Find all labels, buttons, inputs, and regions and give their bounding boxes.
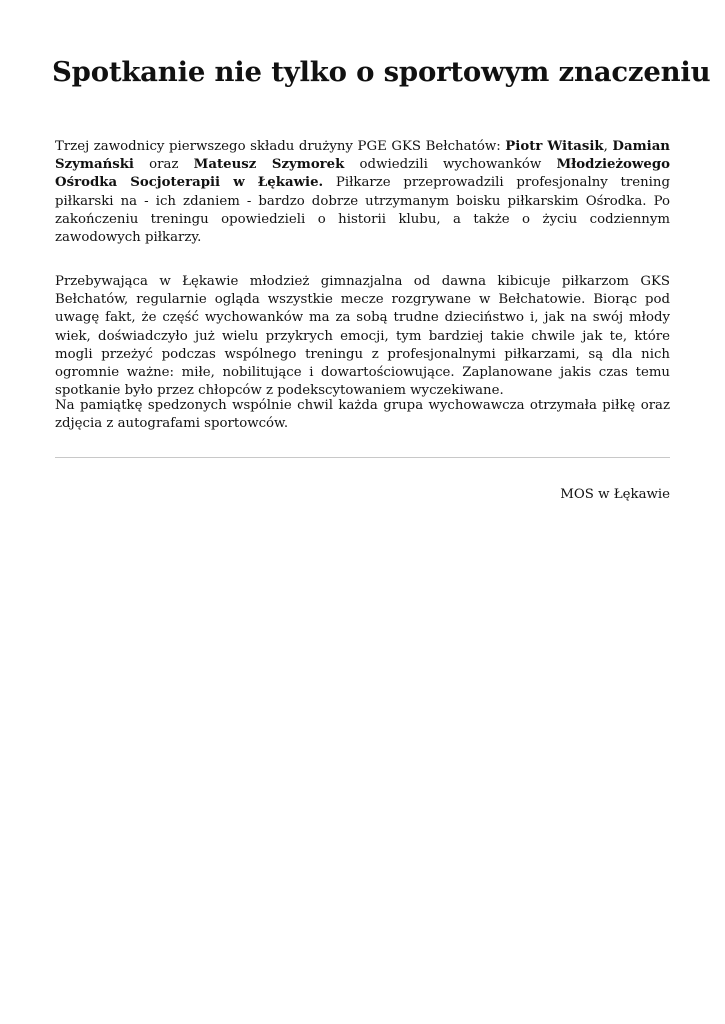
paragraph-1-text-3: oraz [133, 157, 194, 173]
horizontal-divider [55, 457, 670, 458]
article-paragraph-2: Przebywająca w Łękawie młodzież gimnazjalna od dawna kibicuje piłkarzom GKS Bełchatów, regularnie ogląda wszystkie mecze rozgrywane w Bełchatowie. Biorąc pod uwagę fakt, że część wychowanków ma za sobą trudne dzieciństwo i, jak na swój młody wiek, doświadczyło już wielu przykrych emocji, tym bardziej takie chwile jak te, które mogli przeżyć podczas wspólnego treningu z profesjonalnymi piłkarzami, są dla nich ogromnie ważne: miłe, nobilitujące i dowartościowujące. Zaplanowane jakis czas temu spotkanie było przez chłopców z podekscytowaniem wyczekiwane. [55, 274, 670, 399]
player-name-mateusz-szymorek: Mateusz Szymorek [193, 157, 345, 173]
paragraph-1-text-1: Trzej zawodnicy pierwszego składu drużyny PGE GKS Bełchatów: [55, 139, 506, 154]
player-name-damian-szymanski: Damian Szymański [55, 139, 670, 173]
author-signature: MOS w Łękawie [560, 487, 670, 502]
paragraph-1-text-5: Piłkarze przeprowadzili profesjonalny trening piłkarski na - ich zdaniem - bardzo dobrze utrzymanym boisku piłkarskim Ośrodka. Po zakończeniu treningu opowiedzieli o historii klubu, a także o życiu codziennym zawodowych piłkarzy. [55, 175, 671, 246]
institution-name: Młodzieżowego Ośrodka Socjoterapii w Łękawie. [55, 157, 670, 191]
paragraph-1-text-2: , [603, 139, 613, 154]
article-title: Spotkanie nie tylko o sportowym znaczeniu [52, 56, 711, 88]
article-paragraph-1 [55, 138, 670, 247]
article-paragraph-3: Na pamiątkę spedzonych wspólnie chwil każda grupa wychowawcza otrzymała piłkę oraz zdjęcia z autografami sportowców. [55, 398, 670, 432]
paragraph-1-text-4: odwiedzili wychowanków [344, 157, 557, 173]
player-name-piotr-witasik: Piotr Witasik [505, 139, 604, 154]
